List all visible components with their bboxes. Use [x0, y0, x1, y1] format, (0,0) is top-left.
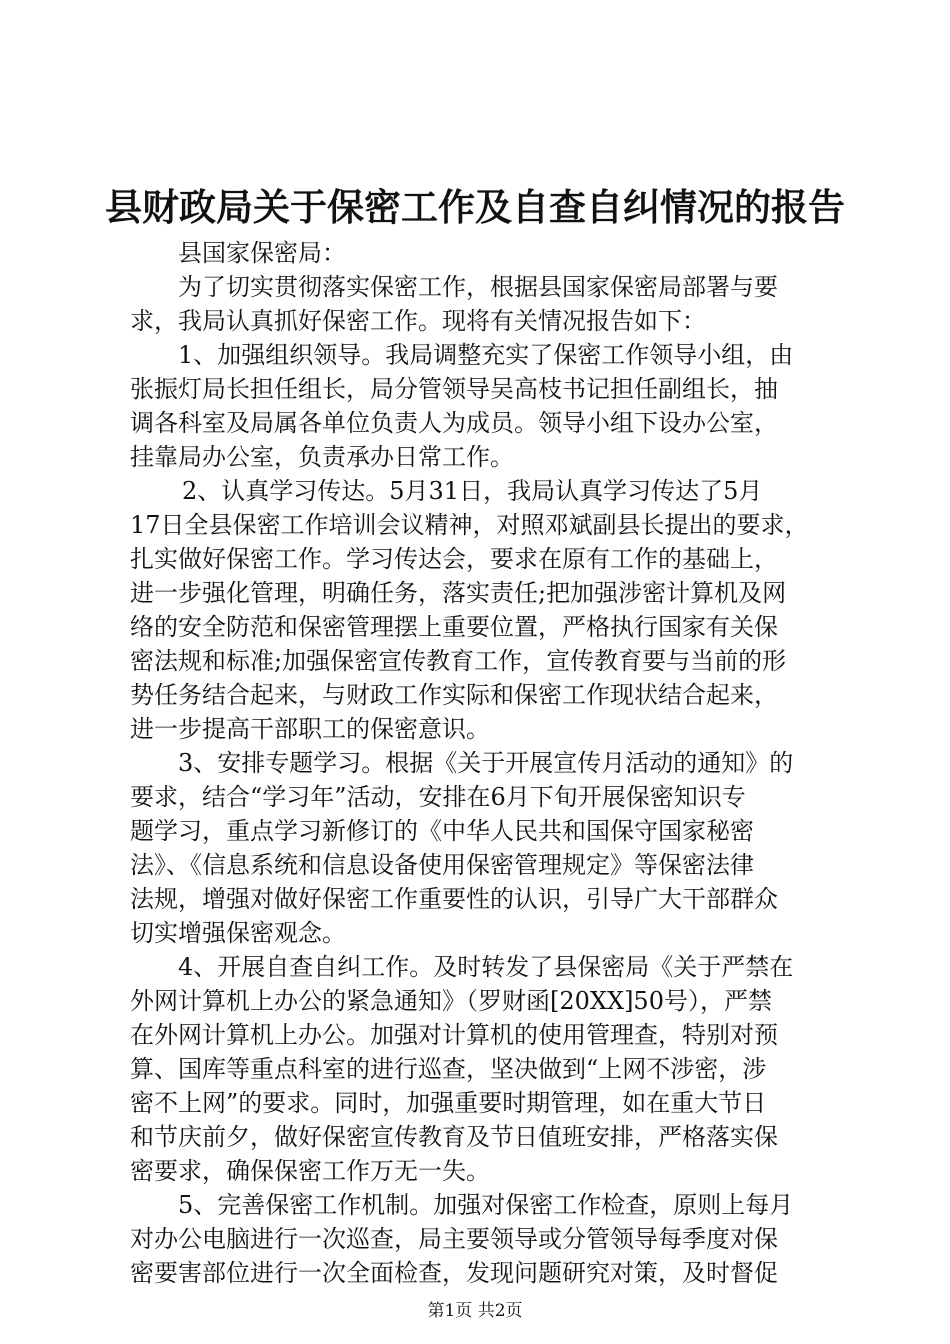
body-line: 扎实做好保密工作。学习传达会，要求在原有工作的基础上，	[130, 545, 778, 573]
body-line: 3、安排专题学习。根据《关于开展宣传月活动的通知》的	[178, 749, 794, 777]
body-line: 要求，结合“学习年”活动，安排在6月下旬开展保密知识专	[130, 783, 746, 811]
document-title: 县财政局关于保密工作及自查自纠情况的报告	[105, 186, 845, 229]
body-line: 法》、《信息系统和信息设备使用保密管理规定》等保密法律	[130, 851, 754, 879]
body-line: 外网计算机上办公的紧急通知》（罗财函[20XX]50号），严禁	[130, 987, 772, 1015]
body-line: 1、加强组织领导。我局调整充实了保密工作领导小组，由	[178, 341, 794, 369]
body-line: 4、开展自查自纠工作。及时转发了县保密局《关于严禁在	[178, 953, 794, 981]
body-line: 和节庆前夕，做好保密宣传教育及节日值班安排，严格落实保	[130, 1123, 778, 1151]
body-line: 算、国库等重点科室的进行巡查，坚决做到“上网不涉密，涉	[130, 1055, 767, 1083]
body-line: 对办公电脑进行一次巡查，局主要领导或分管领导每季度对保	[130, 1225, 778, 1253]
body-line: 挂靠局办公室，负责承办日常工作。	[130, 443, 514, 471]
body-line: 2、认真学习传达。5月31日，我局认真学习传达了5月	[182, 477, 763, 505]
salutation-line: 县国家保密局：	[178, 239, 346, 267]
body-line: 17日全县保密工作培训会议精神，对照邓斌副县长提出的要求，	[130, 511, 809, 539]
body-line: 密要害部位进行一次全面检查，发现问题研究对策，及时督促	[130, 1259, 778, 1287]
body-line: 切实增强保密观念。	[130, 919, 346, 947]
body-line: 密法规和标准;加强保密宣传教育工作，宣传教育要与当前的形	[130, 647, 787, 675]
body-line: 络的安全防范和保密管理摆上重要位置，严格执行国家有关保	[130, 613, 778, 641]
body-line: 密不上网”的要求。同时，加强重要时期管理，如在重大节日	[130, 1089, 767, 1117]
body-line: 5、完善保密工作机制。加强对保密工作检查，原则上每月	[178, 1191, 794, 1219]
body-line: 法规，增强对做好保密工作重要性的认识，引导广大干部群众	[130, 885, 778, 913]
body-line: 在外网计算机上办公。加强对计算机的使用管理查，特别对预	[130, 1021, 778, 1049]
body-line: 进一步强化管理，明确任务，落实责任;把加强涉密计算机及网	[130, 579, 787, 607]
body-line: 张振灯局长担任组长，局分管领导吴高枝书记担任副组长，抽	[130, 375, 778, 403]
body-line: 调各科室及局属各单位负责人为成员。领导小组下设办公室，	[130, 409, 778, 437]
body-line: 求，我局认真抓好保密工作。现将有关情况报告如下：	[130, 307, 706, 335]
body-line: 题学习，重点学习新修订的《中华人民共和国保守国家秘密	[130, 817, 754, 845]
body-line: 进一步提高干部职工的保密意识。	[130, 715, 490, 743]
body-line: 为了切实贯彻落实保密工作，根据县国家保密局部署与要	[178, 273, 778, 301]
body-line: 势任务结合起来，与财政工作实际和保密工作现状结合起来，	[130, 681, 778, 709]
body-line: 密要求，确保保密工作万无一失。	[130, 1157, 490, 1185]
page-footer: 第1页 共2页	[427, 1301, 523, 1321]
